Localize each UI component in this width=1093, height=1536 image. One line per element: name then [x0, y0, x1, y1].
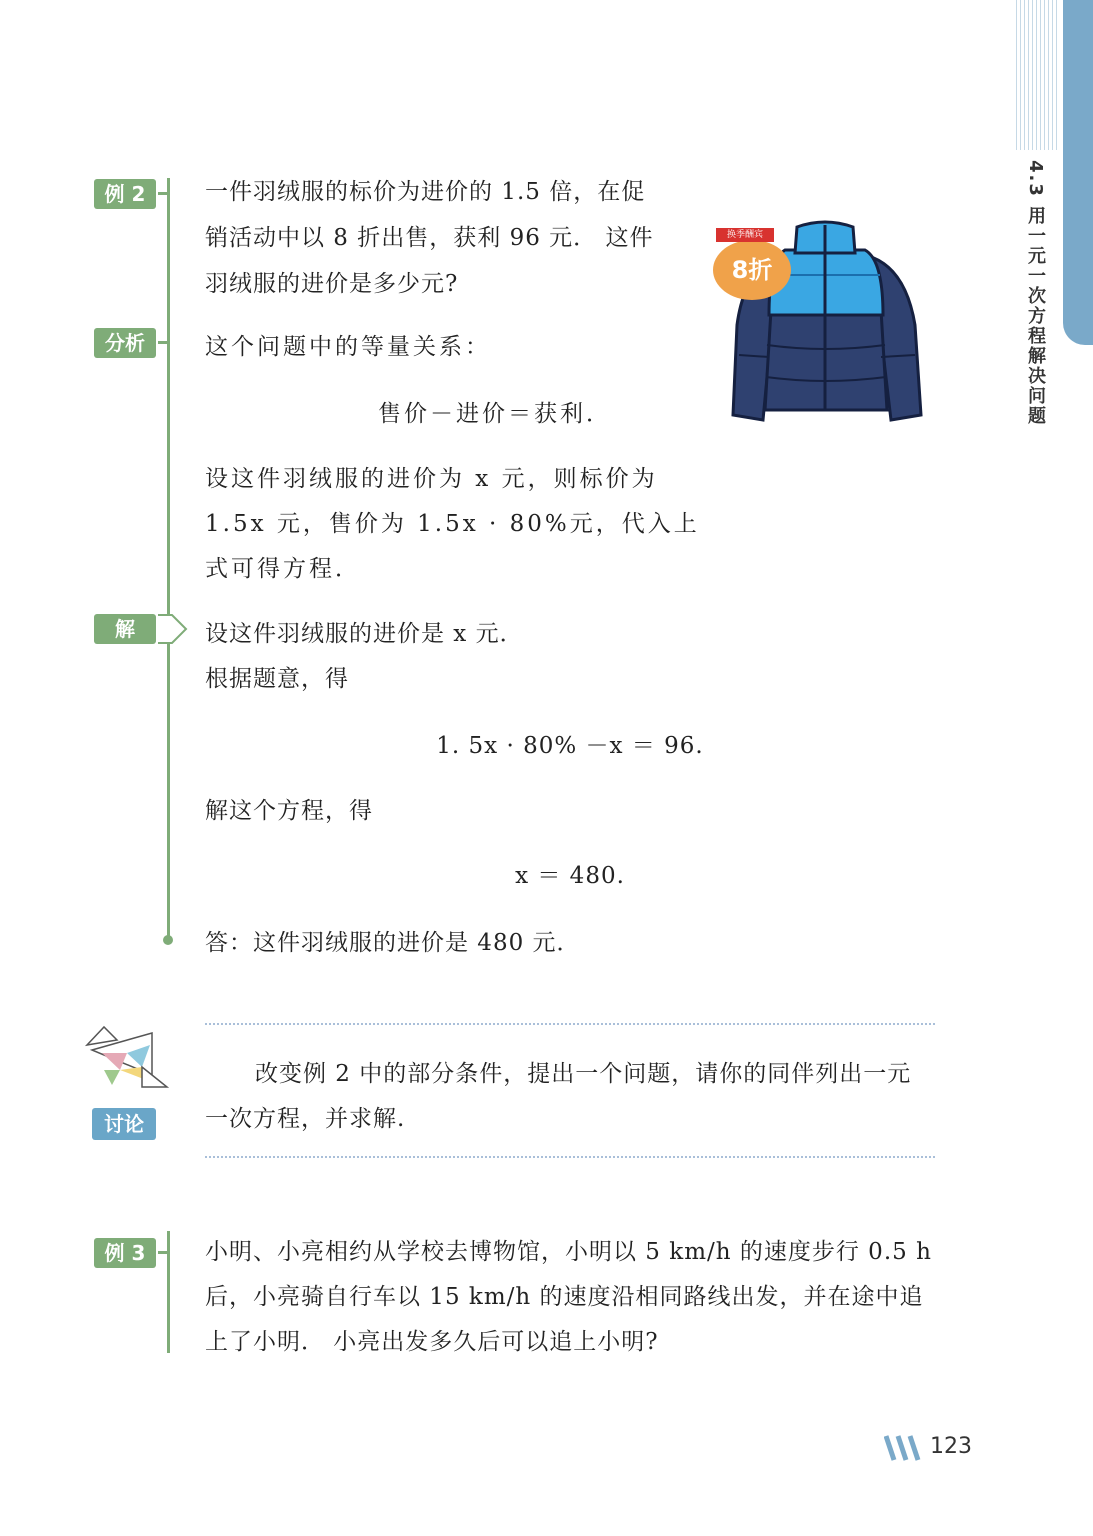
- analysis-text: 1.5x 元，售价为 1.5x · 80%元，代入上: [205, 511, 700, 537]
- discussion-top-divider: [205, 1023, 935, 1025]
- solution-line: 解这个方程，得: [205, 798, 373, 824]
- solution-tag: 解: [94, 614, 156, 644]
- example3-problem-line: 上了小明． 小亮出发多久后可以追上小明?: [205, 1329, 659, 1355]
- analysis-text: 设这件羽绒服的进价为 x 元，则标价为: [205, 466, 658, 492]
- tag-connector: [158, 1251, 168, 1254]
- example2-problem-line: 销活动中以 8 折出售，获利 96 元． 这件: [205, 225, 654, 251]
- example3-problem-line: 后，小亮骑自行车以 15 km/h 的速度沿相同路线出发，并在途中追: [205, 1284, 924, 1310]
- page-number: 123: [930, 1434, 972, 1459]
- solution-result: x ＝ 480.: [515, 863, 625, 889]
- chapter-side-title: 4.3 用一元一次方程解决问题: [1025, 160, 1046, 427]
- solution-answer: 答：这件羽绒服的进价是 480 元．: [205, 930, 581, 956]
- example2-problem-line: 一件羽绒服的标价为进价的 1.5 倍，在促: [205, 179, 646, 205]
- discussion-text: 改变例 2 中的部分条件，提出一个问题，请你的同伴列出一元: [255, 1061, 912, 1087]
- solution-line: 设这件羽绒服的进价是 x 元．: [205, 621, 524, 647]
- analysis-text: 式可得方程．: [205, 556, 361, 582]
- analysis-relation: 售价－进价＝获利．: [378, 401, 612, 427]
- example2-problem-line: 羽绒服的进价是多少元?: [205, 271, 459, 297]
- discussion-bottom-divider: [205, 1156, 935, 1158]
- rule-end-dot: [163, 935, 173, 945]
- tag-connector: [158, 341, 168, 344]
- tag-connector: [158, 192, 168, 195]
- analysis-intro: 这个问题中的等量关系：: [205, 334, 491, 360]
- discount-badge-label: 8折: [731, 256, 773, 284]
- solution-equation: 1. 5x · 80% －x ＝ 96.: [436, 733, 704, 759]
- header-stripes: [1016, 0, 1060, 150]
- discount-badge-ribbon: 换季酬宾: [716, 228, 774, 242]
- chapter-tab: [1063, 0, 1093, 345]
- solution-line: 根据题意，得: [205, 666, 349, 692]
- example3-tag: 例 3: [94, 1238, 156, 1268]
- tangram-icon: [82, 1025, 172, 1095]
- example3-problem-line: 小明、小亮相约从学校去博物馆，小明以 5 km/h 的速度步行 0.5 h: [205, 1239, 932, 1265]
- example3-rule: [167, 1231, 170, 1353]
- solution-arrow: [156, 614, 188, 644]
- discussion-text: 一次方程，并求解.: [205, 1106, 406, 1132]
- example2-tag: 例 2: [94, 179, 156, 209]
- discussion-tag: 讨论: [92, 1108, 156, 1140]
- example2-rule: [167, 178, 170, 940]
- analysis-tag: 分析: [94, 328, 156, 358]
- page-number-stripes-icon: [884, 1434, 928, 1462]
